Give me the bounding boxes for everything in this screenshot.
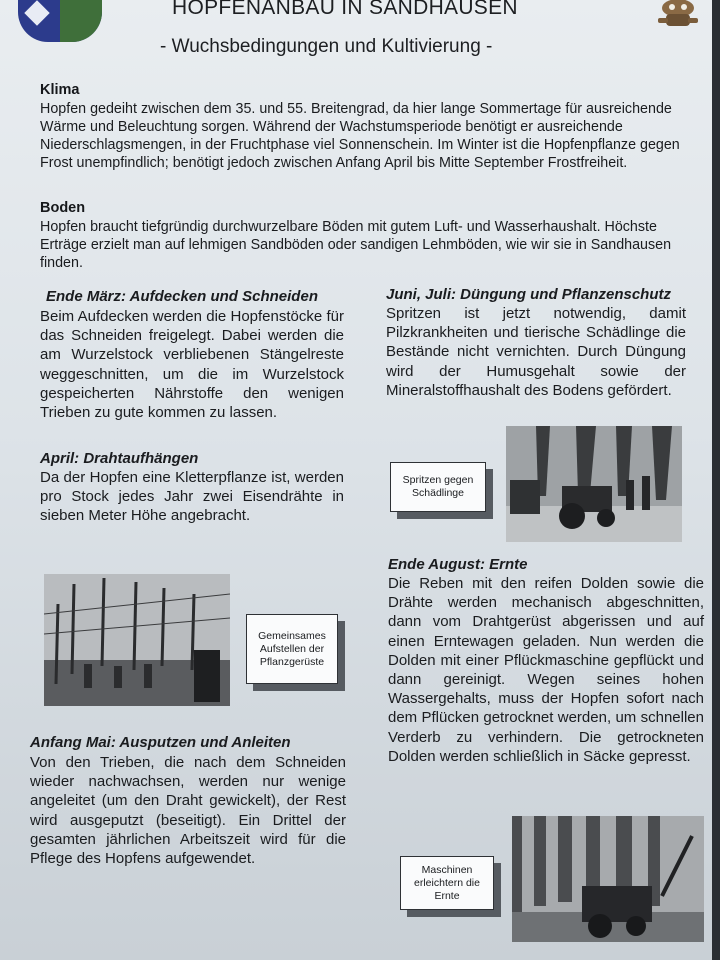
juni-title: Juni, Juli: Düngung und Pflanzenschutz — [386, 286, 671, 303]
page-subtitle: - Wuchsbedingungen und Kultivierung - — [160, 36, 493, 57]
hop-mascot-icon — [648, 0, 708, 30]
coat-of-arms-icon — [18, 0, 102, 42]
klima-heading: Klima — [40, 82, 80, 98]
trellis-caption: Gemeinsames Aufstellen der Pflanzgerüste — [246, 614, 338, 684]
spraying-caption: Spritzen gegen Schädlinge — [390, 462, 486, 512]
klima-text: Hopfen gedeiht zwischen dem 35. und 55. Breitengrad, da hier lange Sommertage für ausreichende Wärme und Beleuchtung sorgen. Während der Wachstumsperiode benötigt er ausreichende Niederschlagsmengen, in der Fruchtphase viel Sonnenschein. Im Winter ist die Hopfenpflanze gegen Frost unempfindlich; benötigt jedoch zwischen Anfang April bis Mitte September Frostfreiheit. — [40, 101, 680, 171]
trellis-photo — [44, 574, 230, 706]
august-title: Ende August: Ernte — [388, 556, 528, 573]
harvest-caption: Maschinen erleichtern die Ernte — [400, 856, 494, 910]
juni-text: Spritzen ist jetzt notwendig, damit Pilzkrankheiten und tierische Schädlinge die Bestände nicht vernichten. Durch Düngung wird der Humusgehalt sowie der Mineralstoffhaushalt des Bodens gefördert. — [386, 305, 686, 399]
mai-text: Von den Trieben, die nach dem Schneiden wieder nachwachsen, werden nur wenige angeleitet (um den Draht gewickelt), der Rest wird ausgeputzt (beseitigt). Ein Drittel der gesamten jährlichen Arbeitszeit wird für die Pflege des Hopfens aufgewendet. — [30, 754, 346, 868]
sign-frame-edge — [712, 0, 720, 960]
boden-text: Hopfen braucht tiefgründig durchwurzelbare Böden mit gutem Luft- und Wasserhaushalt. Höchste Erträge erzielt man auf lehmigen Sandböden oder sandigen Lehmböden, wie wir sie in Sandhausen finden. — [40, 219, 672, 271]
april-title: April: Drahtaufhängen — [40, 450, 199, 467]
august-text: Die Reben mit den reifen Dolden sowie die Drähte werden mechanisch abgeschnitten, dann vom Drahtgerüst abgerissen und auf einen Erntewagen geladen. Nun werden die Dolden mit einer Pflückmaschine gepflückt und dann gereinigt. Wegen seines hohen Wassergehalts, muss der Hopfen sofort nach dem Pflücken getrocknet werden, um schnellen Verderb zu verhindern. Die getrockneten Dolden werden schließlich in Säcke gepresst. — [388, 575, 704, 765]
mai-title: Anfang Mai: Ausputzen und Anleiten — [30, 734, 291, 751]
maerz-text: Beim Aufdecken werden die Hopfenstöcke für das Schneiden freigelegt. Dabei werden die am Wurzelstock verbliebenen Stängelreste weggeschnitten, um die im Wurzelstock gespeicherten Nährstoffe den wenigen Trieben zu gute kommen zu lassen. — [40, 308, 344, 422]
page-title: HOPFENANBAU IN SANDHAUSEN — [172, 0, 518, 19]
harvest-photo — [512, 816, 704, 942]
maerz-title: Ende März: Aufdecken und Schneiden — [46, 288, 318, 305]
boden-heading: Boden — [40, 200, 86, 216]
spraying-photo — [506, 426, 682, 542]
april-text: Da der Hopfen eine Kletterpflanze ist, werden pro Stock jedes Jahr zwei Eisendrähte in sieben Meter Höhe angebracht. — [40, 469, 344, 525]
